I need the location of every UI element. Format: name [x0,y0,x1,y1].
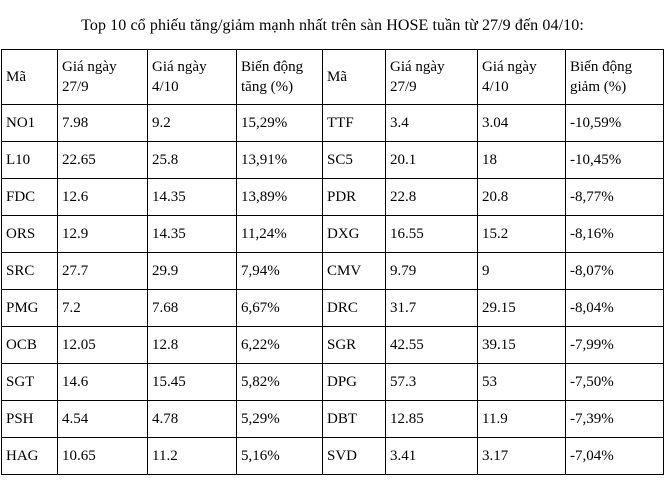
table-row [2,216,664,253]
value-cell: 5,29% [237,401,323,438]
page-title: Top 10 cổ phiếu tăng/giảm mạnh nhất trên sàn HOSE tuần từ 27/9 đến 04/10: [81,17,584,34]
value-cell: 25.8 [148,142,237,179]
value-cell: 29.15 [478,290,566,327]
value-cell: 12.05 [58,327,148,364]
table-row [2,327,664,364]
value-cell: 5,16% [237,438,323,475]
value-cell: -7,99% [566,327,664,364]
column-header: Mã [2,50,58,105]
stock-code-cell: SC5 [323,142,386,179]
stock-code-cell: SGR [323,327,386,364]
stock-code-cell: SVD [323,438,386,475]
stock-code-cell: CMV [323,253,386,290]
value-cell: 15,29% [237,105,323,142]
value-cell: 9.2 [148,105,237,142]
stock-code-cell: PDR [323,179,386,216]
value-cell: 12.8 [148,327,237,364]
value-cell: 14.35 [148,216,237,253]
stock-code-cell: TTF [323,105,386,142]
value-cell: -10,45% [566,142,664,179]
stock-code-cell: L10 [2,142,58,179]
value-cell: 22.8 [386,179,478,216]
stock-code-cell: NO1 [2,105,58,142]
value-cell: 20.1 [386,142,478,179]
column-header: Mã [323,50,386,105]
table-row [2,438,664,475]
table-row [2,179,664,216]
value-cell: 42.55 [386,327,478,364]
value-cell: 15.2 [478,216,566,253]
column-header: Giá ngày 27/9 [386,50,478,105]
stock-table [1,49,664,475]
value-cell: 11.9 [478,401,566,438]
value-cell: -7,39% [566,401,664,438]
value-cell: 7.2 [58,290,148,327]
value-cell: -10,59% [566,105,664,142]
value-cell: 4.54 [58,401,148,438]
stock-code-cell: PMG [2,290,58,327]
column-header: Biến động tăng (%) [237,50,323,105]
value-cell: 7,94% [237,253,323,290]
value-cell: 18 [478,142,566,179]
value-cell: 7.98 [58,105,148,142]
column-header: Giá ngày 4/10 [148,50,237,105]
stock-code-cell: DXG [323,216,386,253]
value-cell: 29.9 [148,253,237,290]
column-header: Giá ngày 27/9 [58,50,148,105]
table-head [2,50,664,105]
table-row [2,142,664,179]
value-cell: 13,91% [237,142,323,179]
value-cell: -8,77% [566,179,664,216]
value-cell: 12.85 [386,401,478,438]
value-cell: 9.79 [386,253,478,290]
value-cell: -8,16% [566,216,664,253]
value-cell: -7,50% [566,364,664,401]
stock-code-cell: SRC [2,253,58,290]
value-cell: 16.55 [386,216,478,253]
value-cell: 39.15 [478,327,566,364]
table-row [2,290,664,327]
table-row [2,401,664,438]
column-header: Giá ngày 4/10 [478,50,566,105]
value-cell: 27.7 [58,253,148,290]
stock-code-cell: DRC [323,290,386,327]
stock-code-cell: SGT [2,364,58,401]
stock-code-cell: PSH [2,401,58,438]
value-cell: 22.65 [58,142,148,179]
stock-code-cell: HAG [2,438,58,475]
header-row [2,50,664,105]
value-cell: 31.7 [386,290,478,327]
stock-code-cell: OCB [2,327,58,364]
value-cell: 53 [478,364,566,401]
stock-code-cell: DPG [323,364,386,401]
value-cell: -8,07% [566,253,664,290]
value-cell: 3.4 [386,105,478,142]
value-cell: 20.8 [478,179,566,216]
value-cell: 13,89% [237,179,323,216]
stock-code-cell: FDC [2,179,58,216]
value-cell: 12.6 [58,179,148,216]
value-cell: 3.04 [478,105,566,142]
value-cell: 9 [478,253,566,290]
table-body [2,105,664,475]
value-cell: 15.45 [148,364,237,401]
column-header: Biến động giảm (%) [566,50,664,105]
value-cell: 3.17 [478,438,566,475]
value-cell: 4.78 [148,401,237,438]
value-cell: 11.2 [148,438,237,475]
table-row [2,253,664,290]
value-cell: 3.41 [386,438,478,475]
value-cell: 7.68 [148,290,237,327]
value-cell: -8,04% [566,290,664,327]
value-cell: 5,82% [237,364,323,401]
stock-code-cell: DBT [323,401,386,438]
value-cell: 6,22% [237,327,323,364]
value-cell: 11,24% [237,216,323,253]
stock-code-cell: ORS [2,216,58,253]
value-cell: 57.3 [386,364,478,401]
table-row [2,364,664,401]
value-cell: -7,04% [566,438,664,475]
table-row [2,105,664,142]
value-cell: 6,67% [237,290,323,327]
value-cell: 12.9 [58,216,148,253]
value-cell: 14.35 [148,179,237,216]
value-cell: 14.6 [58,364,148,401]
value-cell: 10.65 [58,438,148,475]
